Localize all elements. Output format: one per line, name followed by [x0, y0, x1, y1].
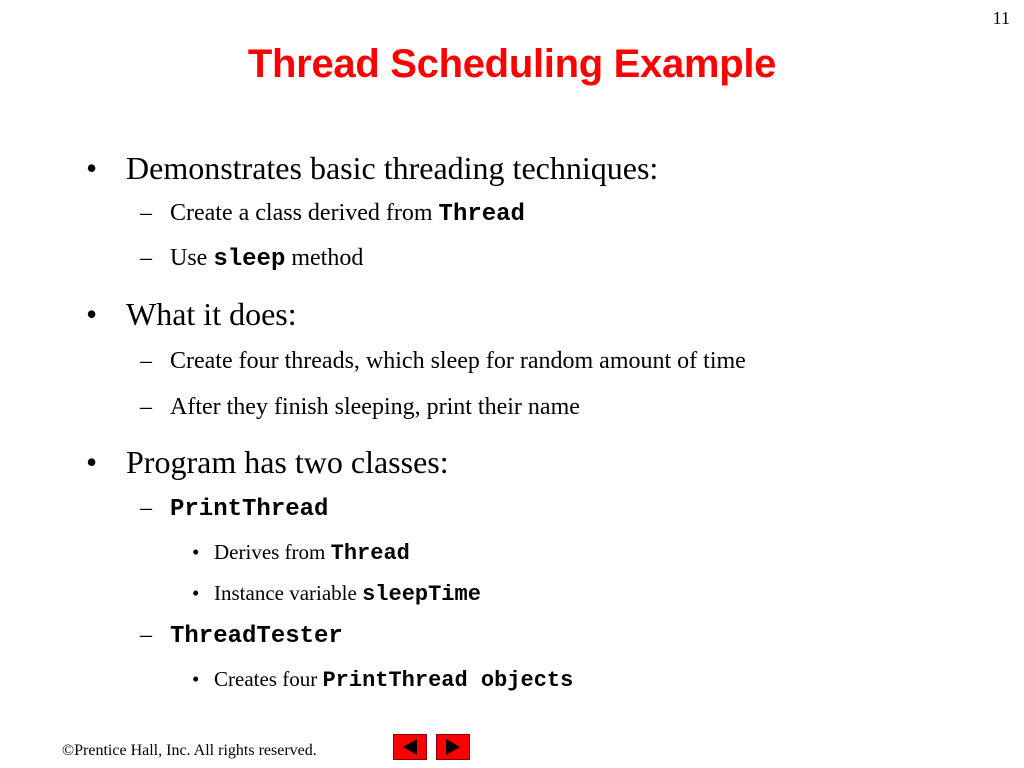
sub-bullet-threadtester — [140, 622, 343, 650]
sub-sub-bullet-derives — [192, 540, 410, 566]
left-arrow-icon — [394, 735, 426, 759]
dash-marker: – — [140, 622, 152, 648]
code-threadtester: ThreadTester — [170, 623, 343, 650]
bullet-marker: • — [192, 581, 200, 605]
bullet-text: Program has two classes: — [126, 444, 449, 480]
code-sleep: sleep — [213, 246, 286, 273]
dash-marker: – — [140, 200, 152, 226]
bullet-text: Demonstrates basic threading techniques: — [126, 150, 659, 186]
bullet-marker: • — [86, 296, 98, 332]
dash-marker: – — [140, 245, 152, 271]
bullet-demonstrates — [86, 150, 658, 187]
bullet-marker: • — [192, 667, 200, 691]
code-printthread: PrintThread — [170, 496, 329, 523]
sub-sub-bullet-creates-four — [192, 667, 573, 693]
sub-sub-bullet-text: Derives from — [214, 540, 331, 564]
sub-bullet-text: Use — [170, 245, 214, 271]
bullet-text: What it does: — [126, 296, 297, 332]
next-slide-button[interactable] — [436, 734, 470, 760]
bullet-marker: • — [86, 150, 98, 186]
slide-title: Thread Scheduling Example — [247, 42, 777, 86]
bullet-two-classes — [86, 444, 449, 481]
code-sleeptime: sleepTime — [362, 582, 481, 607]
sub-sub-bullet-text: Instance variable — [214, 581, 363, 605]
dash-marker: – — [140, 495, 152, 521]
bullet-what-it-does — [86, 296, 297, 333]
sub-sub-bullet-instance-variable — [192, 581, 481, 607]
slide-number: 11 — [992, 8, 1010, 28]
sub-bullet-text-after: method — [285, 245, 364, 271]
code-thread: Thread — [330, 541, 410, 566]
previous-slide-button[interactable] — [393, 734, 427, 760]
code-thread: Thread — [438, 201, 525, 228]
sub-bullet-text: Create four threads, which sleep for random amount of time — [170, 348, 746, 374]
copyright-text: ©Prentice Hall, Inc. All rights reserved. — [62, 742, 317, 759]
sub-bullet-text: After they finish sleeping, print their name — [170, 394, 580, 420]
sub-bullet-printthread — [140, 495, 328, 523]
right-arrow-icon — [437, 735, 469, 759]
sub-bullet-text: Create a class derived from — [170, 200, 439, 226]
sub-bullet-print-name — [140, 394, 580, 421]
sub-sub-bullet-text: Creates four — [214, 667, 323, 691]
sub-bullet-create-threads — [140, 348, 746, 375]
bullet-marker: • — [86, 444, 98, 480]
sub-bullet-create-class — [140, 200, 525, 228]
dash-marker: – — [140, 348, 152, 374]
bullet-marker: • — [192, 540, 200, 564]
sub-bullet-use-sleep — [140, 245, 363, 273]
dash-marker: – — [140, 394, 152, 420]
code-printthread-objects: PrintThread objects — [322, 668, 574, 693]
